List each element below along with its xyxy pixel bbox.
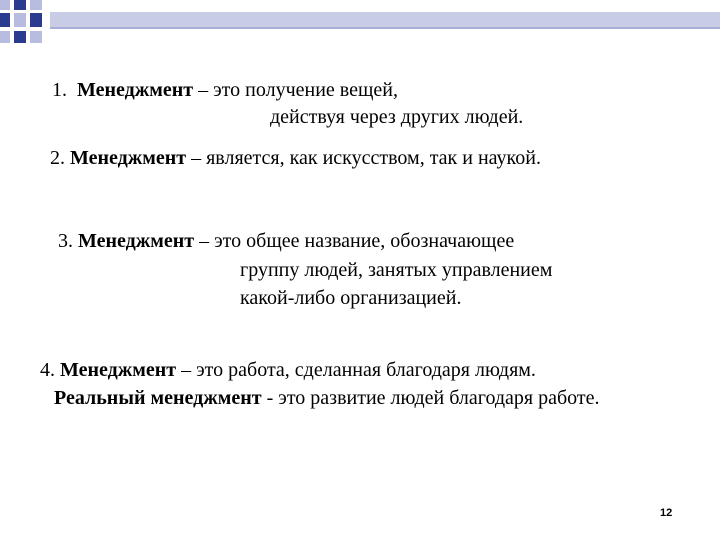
deco-square	[14, 13, 26, 27]
item-4-term-2: Реальный менеджмент	[54, 387, 262, 409]
item-4-line-1	[40, 358, 536, 382]
item-3-line-3: какой-либо организацией.	[240, 287, 462, 309]
item-1-term: Менеджмент	[77, 79, 194, 101]
deco-square	[30, 13, 42, 27]
item-2-number: 2.	[50, 147, 65, 169]
deco-bar-edge	[50, 27, 720, 29]
page-number: 12	[660, 507, 673, 519]
deco-square	[0, 31, 10, 43]
deco-square	[0, 13, 10, 27]
item-4-text-1: – это работа, сделанная благодаря людям.	[176, 359, 536, 381]
item-2-line-1	[50, 146, 541, 170]
item-2-term: Менеджмент	[70, 147, 187, 169]
item-1-text-1: – это получение вещей,	[193, 79, 398, 101]
item-3-term: Менеджмент	[78, 230, 195, 252]
header-decoration	[0, 0, 720, 48]
deco-square	[14, 0, 26, 10]
deco-square	[30, 31, 42, 43]
item-4-line-2	[54, 386, 600, 410]
deco-square	[14, 31, 26, 43]
item-2-text-1: – является, как искусством, так и наукой.	[186, 147, 541, 169]
item-3-line-2: группу людей, занятых управлением	[240, 259, 553, 281]
deco-square	[30, 0, 42, 10]
item-4-term: Менеджмент	[60, 359, 177, 381]
item-4-number: 4.	[40, 359, 55, 381]
item-3-number: 3.	[58, 230, 73, 252]
item-1-number: 1.	[52, 79, 67, 101]
deco-bar	[50, 12, 720, 28]
item-4-text-2: - это развитие людей благодаря работе.	[261, 387, 600, 409]
item-1-line-1	[52, 78, 398, 102]
item-3-text-1: – это общее название, обозначающее	[194, 230, 515, 252]
item-3-line-1	[58, 229, 514, 253]
deco-square	[0, 0, 10, 10]
item-1-line-2: действуя через других людей.	[270, 106, 524, 128]
